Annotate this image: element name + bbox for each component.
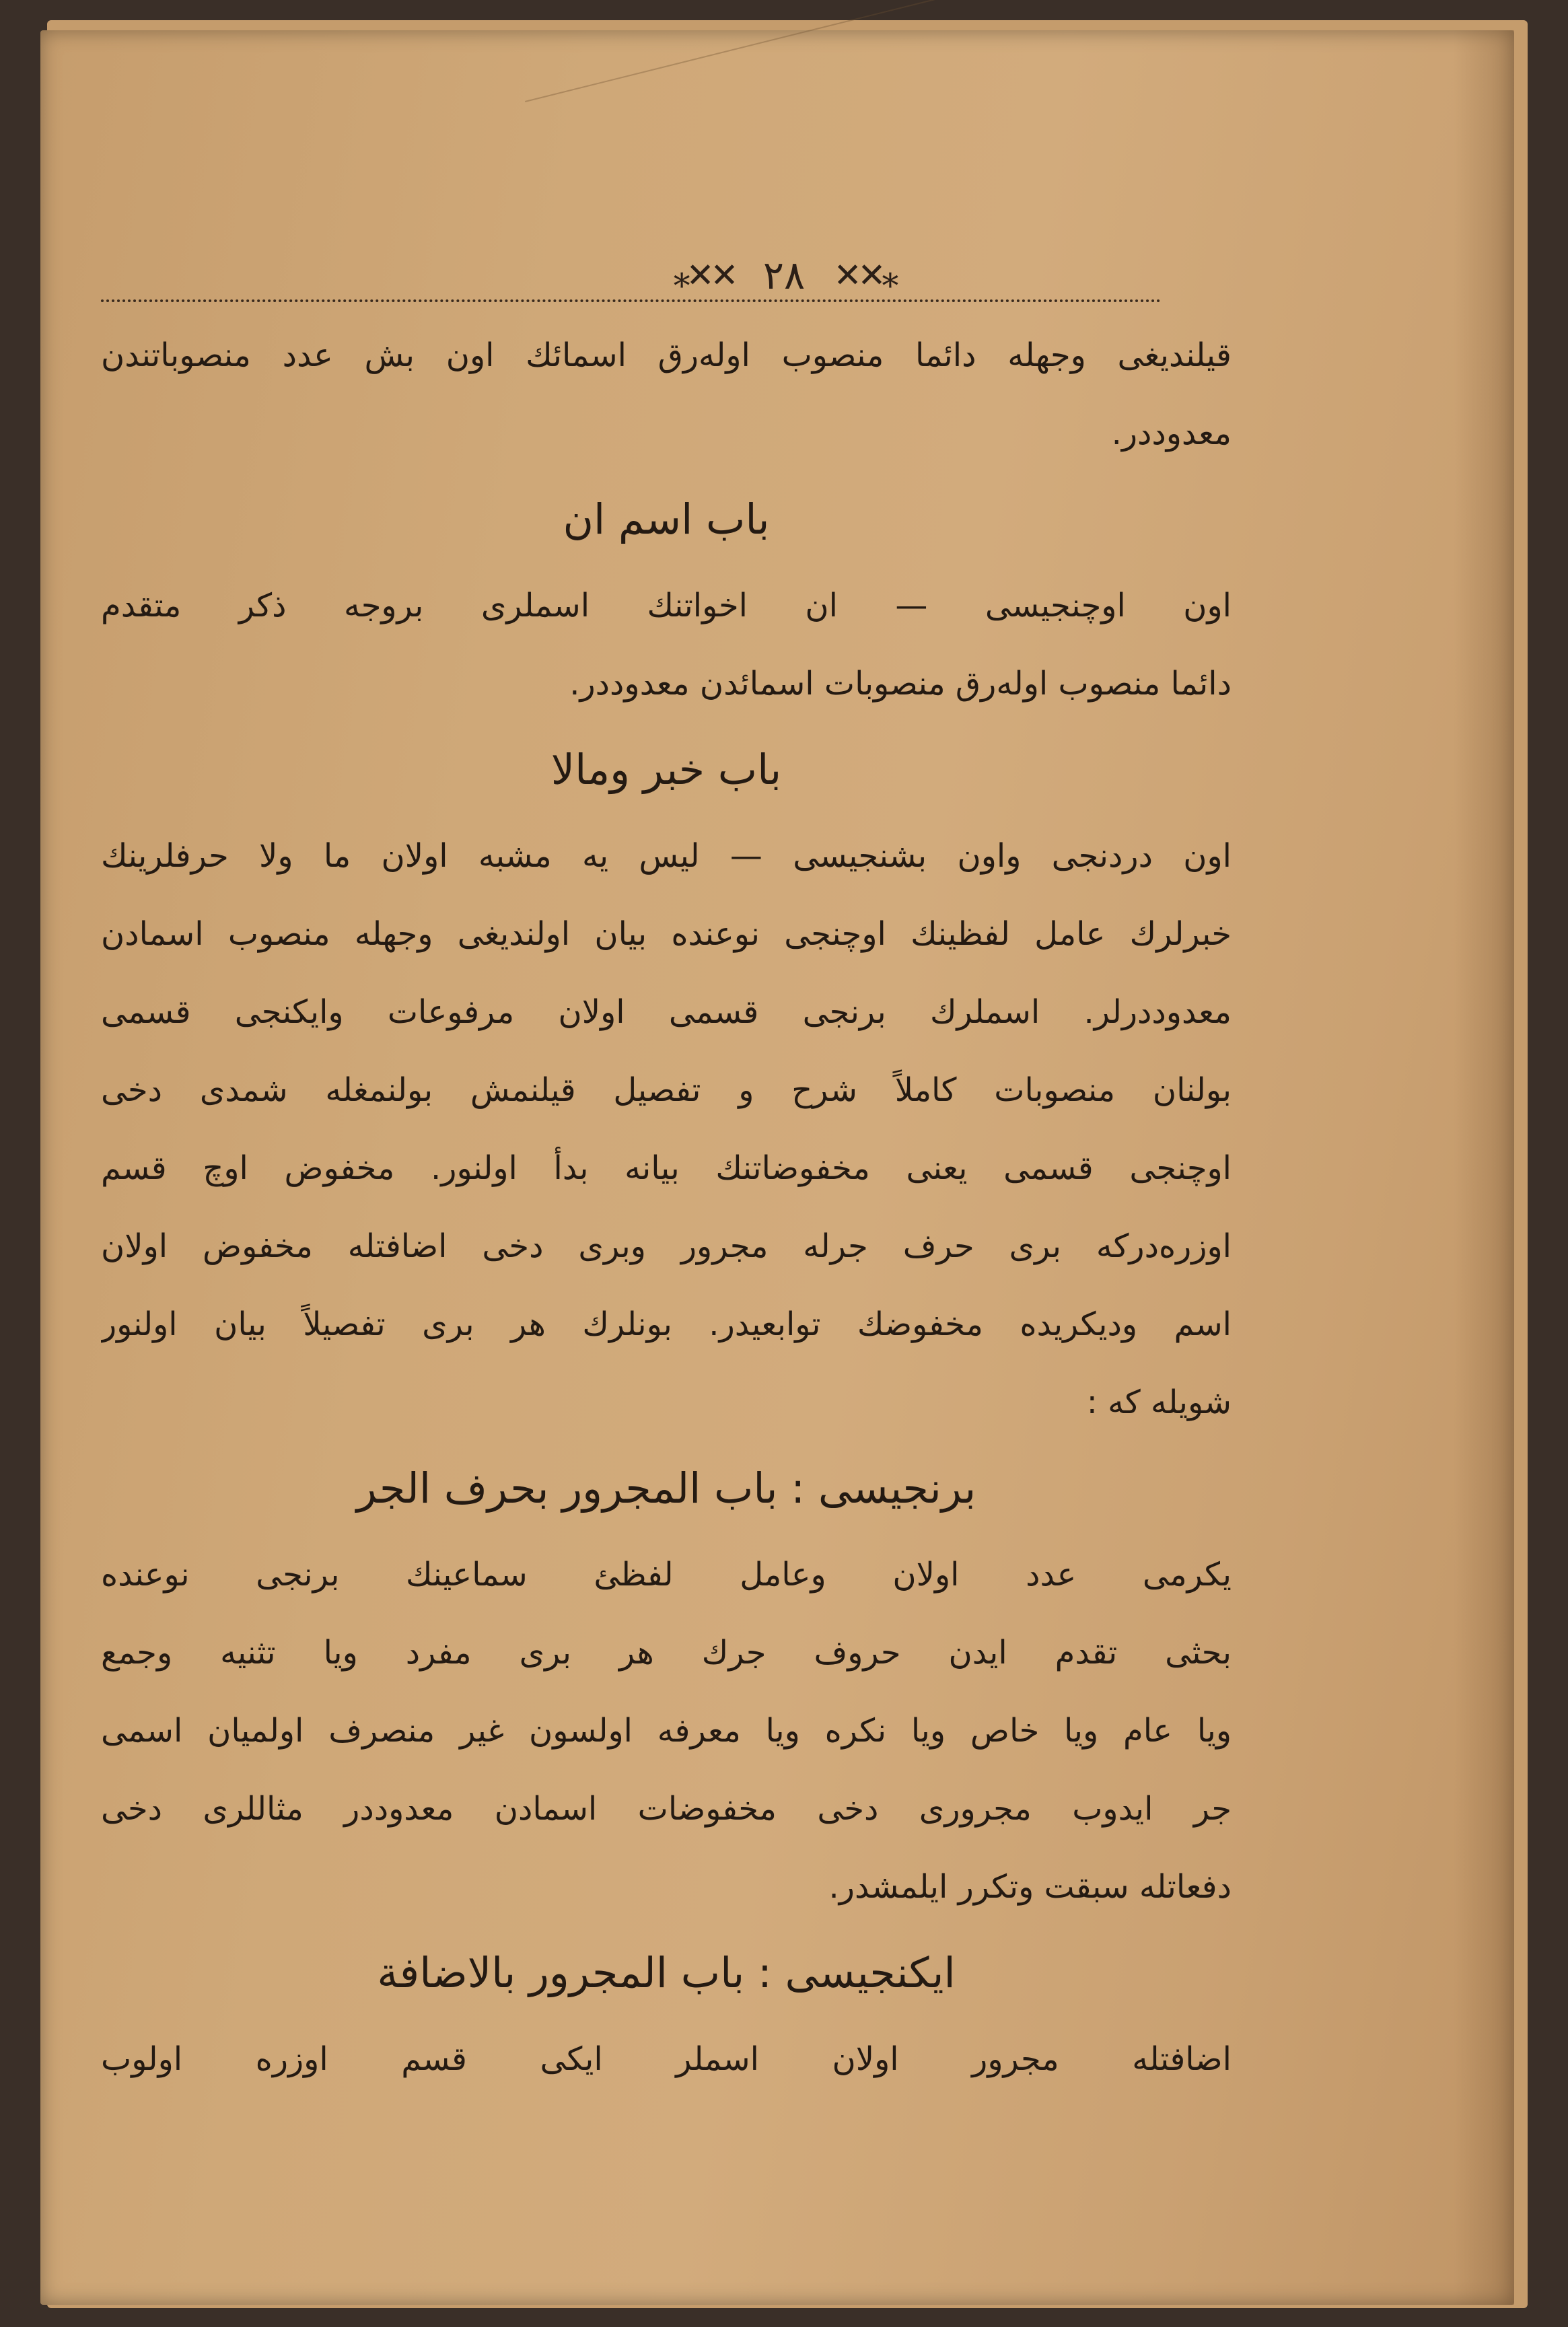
section-heading: باب اسم ان: [563, 495, 770, 544]
text-line: اون اوچنجیسی — ان اخواتنك اسملری بروجه ذکر متقدم: [101, 587, 1232, 624]
text-line: معدوددر.: [1111, 415, 1232, 452]
text-line: اوچنجی قسمی یعنی مخفوضاتنك بیانه بدأ اولنور. مخفوض اوچ قسم: [101, 1149, 1232, 1187]
text-line: اضافتله مجرور اولان اسملر ایكی قسم اوزره اولوب: [101, 2040, 1232, 2078]
section-heading: باب خبر ومالا: [550, 745, 782, 794]
page-body: [101, 316, 1232, 2098]
text-line: یكرمی عدد اولان وعامل لفظئ سماعینك برنجی نوعنده: [101, 1556, 1232, 1594]
header-dotted-rule: [101, 299, 1161, 302]
text-line: اسم ودیكریده مخفوضك توابعیدر. بونلرك هر بری تفصیلاً بیان اولنور: [101, 1305, 1232, 1343]
page-number: ٢٨: [762, 252, 806, 298]
text-line: قیلندیغی وجهله دائما منصوب اوله‌رق اسمائك اون بش عدد منصوباتندن: [101, 336, 1232, 374]
text-line: معدوددرلر. اسملرك برنجی قسمی اولان مرفوعات وایكنجی قسمی: [101, 993, 1232, 1031]
text-line: بحثی تقدم ایدن حروف جرك هر بری مفرد ویا تثنیه وجمع: [101, 1634, 1232, 1672]
text-line: اوزره‌دركه بری حرف جرله مجرور وبری دخی اضافتله مخفوض اولان: [101, 1227, 1232, 1265]
text-line: شویله كه :: [1086, 1384, 1232, 1421]
text-line: دائما منصوب اوله‌رق منصوبات اسمائدن معدوددر.: [569, 665, 1232, 703]
section-heading: برنجیسی : باب المجرور بحرف الجر: [356, 1464, 976, 1513]
section-heading: ایكنجیسی : باب المجرور بالاضافة: [377, 1948, 956, 1997]
text-line: اون دردنجی واون بشنجیسی — لیس یه مشبه اولان ما ولا حرفلرینك: [101, 837, 1232, 875]
page-header: [0, 249, 1568, 298]
text-line: بولنان منصوبات كاملاً شرح و تفصیل قیلنمش بولنمغله شمدی دخی: [101, 1071, 1232, 1109]
paper-shadow-edge: [1454, 30, 1514, 2305]
ornament-right-icon: ⁎✕✕: [673, 255, 735, 295]
text-line: جر ایدوب مجروری دخی مخفوضات اسمادن معدوددر مثاللری دخی: [101, 1790, 1232, 1828]
text-line: ویا عام ویا خاص ویا نكره ویا معرفه اولسون غیر منصرف اولمیان اسمی: [101, 1712, 1232, 1750]
text-line: دفعاتله سبقت وتكرر ایلمشدر.: [828, 1868, 1232, 1906]
text-line: خبرلرك عامل لفظینك اوچنجی نوعنده بیان اولندیغی وجهله منصوب اسمادن: [101, 915, 1232, 953]
ornament-left-icon: ✕✕⁎: [833, 255, 895, 295]
